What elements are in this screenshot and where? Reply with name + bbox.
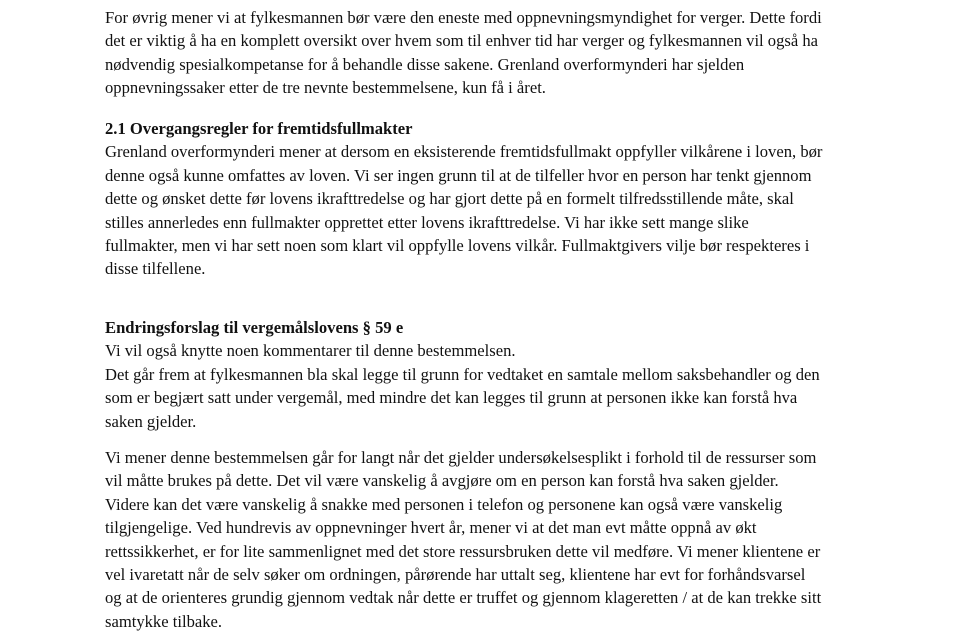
text-line: saken gjelder. [105, 411, 197, 431]
text-line: Grenland overformynderi mener at dersom en eksisterende fremtidsfullmakt oppfyller vilkårene i loven, bør [105, 142, 823, 162]
text-line: vil måtte brukes på dette. Det vil være vanskelig å avgjøre om en person kan forstå hva saken gjelder. [105, 471, 779, 491]
text-line: stilles annerledes enn fullmakter opprettet etter lovens ikrafttredelse. Vi har ikke sett mange slike [105, 212, 749, 232]
text-line: samtykke tilbake. [105, 611, 223, 631]
text-line: det er viktig å ha en komplett oversikt over hvem som til enhver tid har verger og fylkesmannen vil også ha [105, 31, 819, 51]
text-line: Videre kan det være vanskelig å snakke med personen i telefon og personene kan også være vanskelig [105, 494, 783, 514]
text-line: For øvrig mener vi at fylkesmannen bør være den eneste med oppnevningsmyndighet for verger. Dette fordi [105, 8, 822, 27]
text-line: disse tilfellene. [105, 259, 206, 279]
text-line: dette og ønsket dette før lovens ikrafttredelse og har gjort dette på en formelt tilfredsstillende måte, skal [105, 189, 794, 209]
text-line: rettssikkerhet, er for lite sammenlignet med det store ressursbruken dette vil medføre. Vi mener klientene er [105, 541, 821, 561]
intro-paragraph [105, 6, 955, 100]
section-2-1 [105, 117, 955, 281]
text-line: som er begjært satt under vergemål, med mindre det kan legges til grunn at personen ikke kan forstå hva [105, 388, 798, 408]
text-line: Vi vil også knytte noen kommentarer til denne bestemmelsen. [105, 341, 516, 361]
section-heading: Endringsforslag til vergemålslovens § 59 e [105, 318, 404, 337]
text-line: denne også kunne omfattes av loven. Vi ser ingen grunn til at de tilfeller hvor en person har tenkt gjennom [105, 165, 812, 185]
text-line: Det går frem at fylkesmannen bla skal legge til grunn for vedtaket en samtale mellom saksbehandler og den [105, 364, 820, 384]
final-paragraph [105, 446, 955, 633]
section-heading: 2.1 Overgangsregler for fremtidsfullmakter [105, 119, 413, 138]
text-line: og at de orienteres grundig gjennom vedtak når dette er truffet og gjennom klageretten / at de kan trekke sitt [105, 588, 822, 608]
text-line: oppnevningssaker etter de tre nevnte bestemmelsene, kun få i året. [105, 78, 546, 98]
text-line: vel ivaretatt når de selv søker om ordningen, pårørende har uttalt seg, klientene har evt for forhåndsvarsel [105, 565, 806, 585]
text-line: tilgjengelige. Ved hundrevis av oppnevninger hvert år, mener vi at det man evt måtte oppnå av økt [105, 518, 757, 538]
text-line: fullmakter, men vi har sett noen som klart vil oppfylle lovens vilkår. Fullmaktgivers vilje bør respekteres i [105, 236, 810, 256]
text-line: nødvendig spesialkompetanse for å behandle disse sakene. Grenland overformynderi har sjelden [105, 54, 745, 74]
text-line: Vi mener denne bestemmelsen går for langt når det gjelder undersøkelsesplikt i forhold til de ressurser som [105, 448, 817, 467]
section-59e [105, 316, 955, 433]
